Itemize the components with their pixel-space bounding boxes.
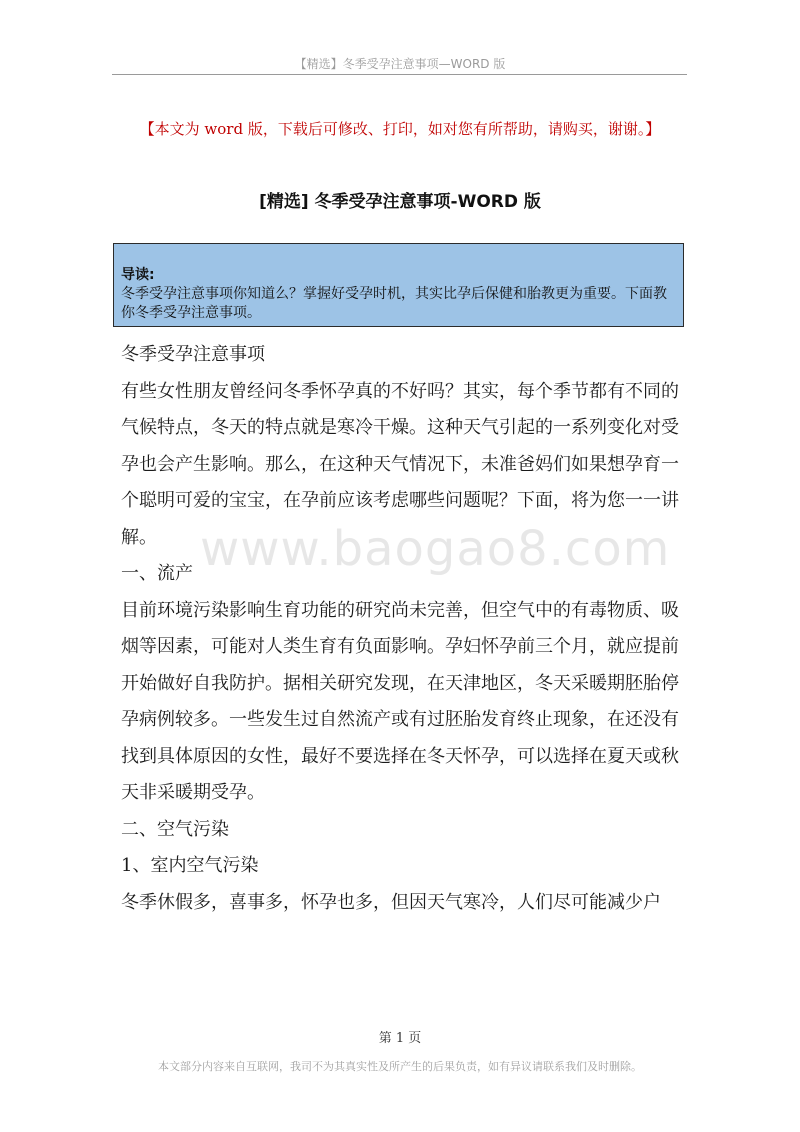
- intro-text: 冬季受孕注意事项你知道么？掌握好受孕时机，其实比孕后保健和胎教更为重要。下面教你冬季受孕注意事项。: [121, 286, 667, 321]
- section-heading: 二、空气污染: [121, 818, 229, 840]
- document-title: [精选] 冬季受孕注意事项-WORD 版: [259, 192, 541, 212]
- intro-box: [113, 243, 684, 327]
- section-title: 冬季受孕注意事项: [121, 344, 265, 365]
- purchase-notice: 【本文为 word 版，下载后可修改、打印，如对您有所帮助，请购买，谢谢。】: [139, 120, 661, 138]
- paragraph: 冬季休假多，喜事多，怀孕也多，但因天气寒冷，人们尽可能减少户: [121, 891, 661, 913]
- footer-disclaimer: 本文部分内容来自互联网，我司不为其真实性及所产生的后果负责，如有异议请联系我们及时删除。: [158, 1060, 642, 1073]
- document-body: [121, 337, 683, 921]
- paragraph: 目前环境污染影响生育功能的研究尚未完善，但空气中的有毒物质、吸烟等因素，可能对人类生育有负面影响。孕妇怀孕前三个月，就应提前开始做好自我防护。据相关研究发现，在天津地区，冬天采暖期胚胎停孕病例较多。一些发生过自然流产或有过胚胎发育终止现象，在还没有找到具体原因的女性，最好不要选择在冬天怀孕，可以选择在夏天或秋天非采暖期受孕。: [121, 599, 679, 803]
- subsection-heading: 1、室内空气污染: [121, 855, 259, 876]
- intro-label: 导读:: [121, 267, 155, 283]
- page-number: 第 1 页: [378, 1031, 422, 1046]
- header-divider: [112, 74, 687, 75]
- watermark: www.baogao8.com: [200, 521, 671, 577]
- section-heading: 一、流产: [121, 563, 193, 584]
- paragraph: 有些女性朋友曾经问冬季怀孕真的不好吗？其实，每个季节都有不同的气候特点，冬天的特点就是寒冷干燥。这种天气引起的一系列变化对受孕也会产生影响。那么，在这种天气情况下，未准爸妈们如果想孕育一个聪明可爱的宝宝，在孕前应该考虑哪些问题呢？下面，将为您一一讲解。: [121, 380, 679, 548]
- running-header: 【精选】冬季受孕注意事项—WORD 版: [294, 57, 506, 71]
